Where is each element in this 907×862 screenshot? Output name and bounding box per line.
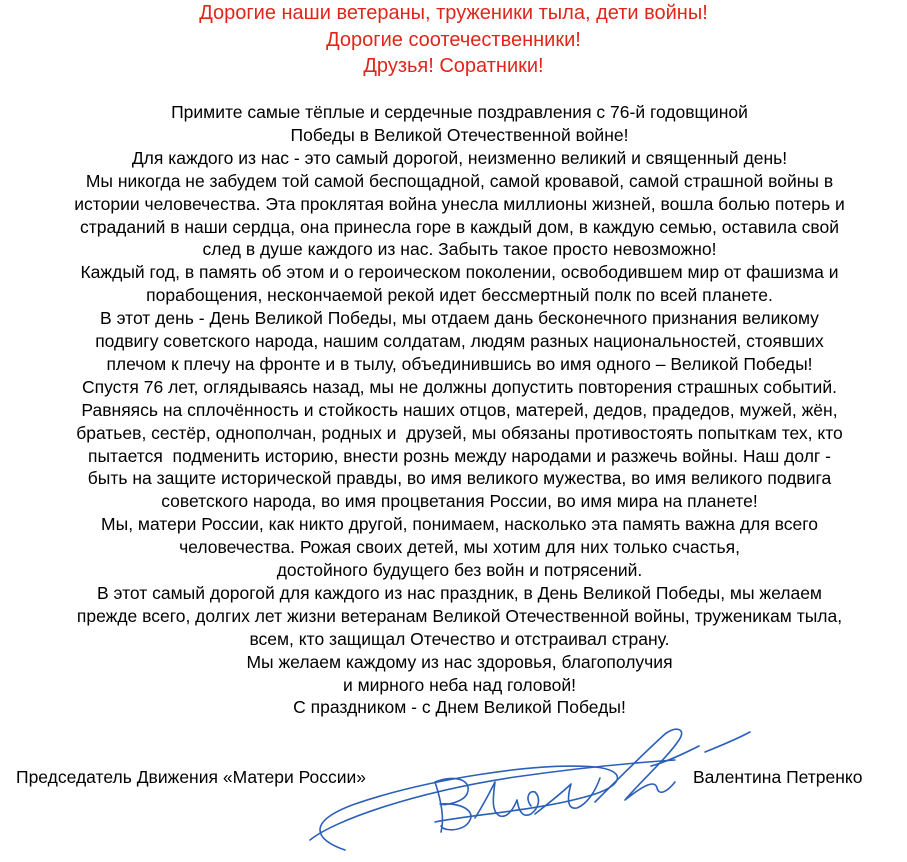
greeting-line-3: Друзья! Соратники! <box>363 55 544 77</box>
letter-line: Мы желаем каждому из нас здоровья, благополучия <box>246 651 673 672</box>
letter-line: В этот день - День Великой Победы, мы отдаем дань бесконечного признания великому <box>100 308 819 329</box>
greeting-line-1: Дорогие наши ветераны, труженики тыла, дети войны! <box>199 2 708 24</box>
letter-line: Примите самые тёплые и сердечные поздравления с 76-й годовщиной <box>171 102 748 122</box>
letter-line: Спустя 76 лет, оглядываясь назад, мы не должны допустить повторения страшных событий. <box>82 376 837 397</box>
handwritten-signature <box>295 722 765 862</box>
letter-line: достойного будущего без войн и потрясений. <box>276 560 643 580</box>
signer-name: Валентина Петренко <box>693 767 863 787</box>
signer-position: Председатель Движения «Матери России» <box>16 767 367 787</box>
letter-line: прежде всего, долгих лет жизни ветеранам Великой Отечественной войны, труженикам тыла, <box>76 605 843 626</box>
letter-line: советского народа, во имя процветания России, во имя мира на планете! <box>161 491 758 512</box>
letter-line: Мы никогда не забудем той самой беспощадной, самой кровавой, самой страшной войны в <box>85 170 834 191</box>
letter-line: Каждый год, в память об этом и о героическом поколении, освободившем мир от фашизма и <box>80 262 839 283</box>
letter-line: порабощения, нескончаемой рекой идет бессмертный полк по всей планете. <box>146 285 773 306</box>
letter-line: пытается подменить историю, внести рознь между народами и разжечь войны. Наш долг - <box>88 445 831 466</box>
letter-line: Победы в Великой Отечественной войне! <box>290 124 629 145</box>
letter-line: Для каждого из нас - это самый дорогой, неизменно великий и священный день! <box>131 147 788 168</box>
letter-line: след в душе каждого из нас. Забыть такое просто невозможно! <box>202 239 717 260</box>
letter-line: В этот самый дорогой для каждого из нас праздник, в День Великой Победы, мы желаем <box>97 582 822 603</box>
letter-line: С праздником - с Днем Великой Победы! <box>293 697 626 718</box>
letter-line: страданий в наши сердца, она принесла горе в каждый дом, в каждую семью, оставила свой <box>79 216 840 237</box>
letter-line: человечества. Рожая своих детей, мы хотим для них только счастья, <box>179 537 740 558</box>
letter-line: всем, кто защищал Отечество и отстраивал страну. <box>249 628 670 649</box>
letter-line: быть на защите исторической правды, во имя великого мужества, во имя великого подвига <box>87 468 832 489</box>
greeting-line-2: Дорогие соотечественники! <box>326 29 581 51</box>
letter-line: и мирного неба над головой! <box>342 674 576 695</box>
letter-line: Мы, матери России, как никто другой, понимаем, насколько эта память важна для всего <box>101 514 818 535</box>
letter-line: подвигу советского народа, нашим солдатам, людям разных национальностей, стоявших <box>95 331 824 351</box>
letter-line: плечом к плечу на фронте и в тылу, объединившись во имя одного – Великой Победы! <box>106 353 813 374</box>
letter-line: истории человечества. Эта проклятая война унесла миллионы жизней, вошла болью потерь и <box>74 193 845 214</box>
letter-line: Равняясь на сплочённость и стойкость наших отцов, матерей, дедов, прадедов, мужей, жён, <box>81 399 838 420</box>
letter-line: братьев, сестёр, однополчан, родных и друзей, мы обязаны противостоять попыткам тех, кто <box>76 422 843 443</box>
